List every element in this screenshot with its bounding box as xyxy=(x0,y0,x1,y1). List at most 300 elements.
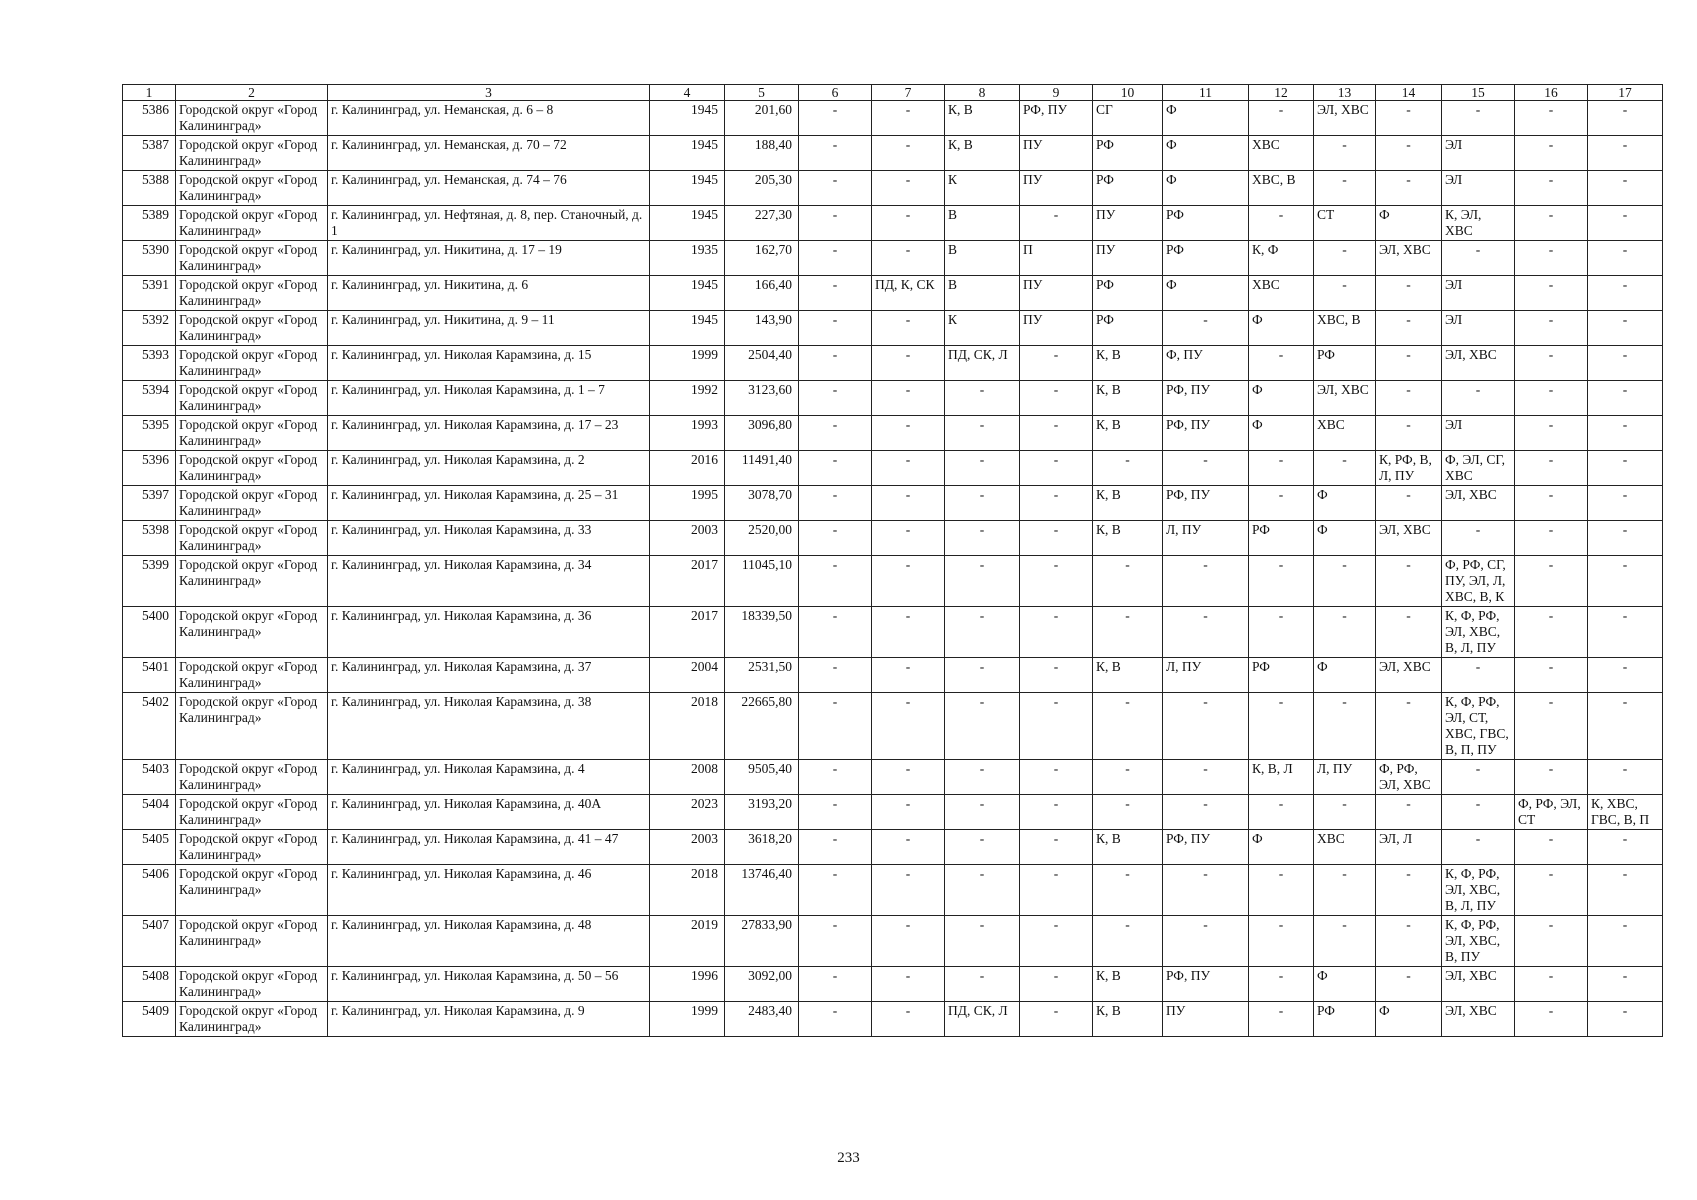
work-type-cell: - xyxy=(799,206,872,241)
work-type-cell: - xyxy=(872,171,945,206)
work-type-cell: - xyxy=(1020,916,1093,967)
work-type-cell: - xyxy=(1588,486,1663,521)
address-cell: г. Калининград, ул. Николая Карамзина, д. 9 xyxy=(328,1002,650,1037)
work-type-cell: ЭЛ, ХВС xyxy=(1314,381,1376,416)
work-type-cell: - xyxy=(872,795,945,830)
table-header xyxy=(123,85,1663,101)
municipality-cell: Городской округ «Город Калининград» xyxy=(176,451,328,486)
work-type-cell: - xyxy=(872,206,945,241)
work-type-cell: К, В, Л xyxy=(1249,760,1314,795)
address-cell: г. Калининград, ул. Николая Карамзина, д. 40А xyxy=(328,795,650,830)
table-row xyxy=(123,607,1663,658)
work-type-cell: - xyxy=(945,381,1020,416)
work-type-cell: Ф xyxy=(1163,276,1249,311)
work-type-cell: ЭЛ, ХВС xyxy=(1376,658,1442,693)
work-type-cell: ХВС, В xyxy=(1249,171,1314,206)
year-cell: 2017 xyxy=(650,607,725,658)
work-type-cell: - xyxy=(1249,451,1314,486)
work-type-cell: Л, ПУ xyxy=(1163,658,1249,693)
work-type-cell: К, В xyxy=(1093,658,1163,693)
work-type-cell: - xyxy=(1163,607,1249,658)
work-type-cell: - xyxy=(1314,693,1376,760)
work-type-cell: - xyxy=(799,241,872,276)
work-type-cell: ХВС xyxy=(1249,276,1314,311)
work-type-cell: - xyxy=(1376,916,1442,967)
work-type-cell: - xyxy=(1093,693,1163,760)
area-cell: 3096,80 xyxy=(725,416,799,451)
work-type-cell: Ф, РФ, ЭЛ, СТ xyxy=(1515,795,1588,830)
work-type-cell: - xyxy=(799,556,872,607)
work-type-cell: - xyxy=(1020,693,1093,760)
work-type-cell: - xyxy=(1442,658,1515,693)
row-number-cell: 5409 xyxy=(123,1002,176,1037)
work-type-cell: - xyxy=(799,830,872,865)
work-type-cell: - xyxy=(872,967,945,1002)
work-type-cell: - xyxy=(1442,101,1515,136)
work-type-cell: - xyxy=(872,1002,945,1037)
row-number-cell: 5386 xyxy=(123,101,176,136)
work-type-cell: - xyxy=(1515,658,1588,693)
work-type-cell: - xyxy=(1020,1002,1093,1037)
work-type-cell: К xyxy=(945,311,1020,346)
area-cell: 2520,00 xyxy=(725,521,799,556)
area-cell: 2483,40 xyxy=(725,1002,799,1037)
area-cell: 188,40 xyxy=(725,136,799,171)
year-cell: 1999 xyxy=(650,346,725,381)
table-row xyxy=(123,311,1663,346)
table-row xyxy=(123,451,1663,486)
column-header: 7 xyxy=(872,85,945,101)
row-number-cell: 5404 xyxy=(123,795,176,830)
work-type-cell: - xyxy=(1249,206,1314,241)
work-type-cell: ЭЛ, ХВС xyxy=(1314,101,1376,136)
work-type-cell: ПУ xyxy=(1020,171,1093,206)
work-type-cell: РФ xyxy=(1163,206,1249,241)
work-type-cell: К, В xyxy=(945,136,1020,171)
work-type-cell: - xyxy=(872,865,945,916)
work-type-cell: - xyxy=(1249,607,1314,658)
work-type-cell: РФ xyxy=(1314,346,1376,381)
year-cell: 2019 xyxy=(650,916,725,967)
row-number-cell: 5403 xyxy=(123,760,176,795)
work-type-cell: - xyxy=(872,416,945,451)
work-type-cell: Ф xyxy=(1249,416,1314,451)
municipality-cell: Городской округ «Город Калининград» xyxy=(176,693,328,760)
work-type-cell: - xyxy=(1249,556,1314,607)
work-type-cell: - xyxy=(872,241,945,276)
work-type-cell: РФ xyxy=(1093,136,1163,171)
work-type-cell: - xyxy=(1249,916,1314,967)
municipality-cell: Городской округ «Город Калининград» xyxy=(176,556,328,607)
column-header: 1 xyxy=(123,85,176,101)
address-cell: г. Калининград, ул. Неманская, д. 70 – 72 xyxy=(328,136,650,171)
year-cell: 2018 xyxy=(650,693,725,760)
table-row xyxy=(123,760,1663,795)
year-cell: 2018 xyxy=(650,865,725,916)
work-type-cell: - xyxy=(872,486,945,521)
municipality-cell: Городской округ «Город Калининград» xyxy=(176,276,328,311)
municipality-cell: Городской округ «Город Калининград» xyxy=(176,416,328,451)
work-type-cell: - xyxy=(872,607,945,658)
work-type-cell: ЭЛ, ХВС xyxy=(1442,346,1515,381)
work-type-cell: - xyxy=(1093,556,1163,607)
work-type-cell: - xyxy=(1588,346,1663,381)
table-row xyxy=(123,206,1663,241)
work-type-cell: - xyxy=(1442,521,1515,556)
year-cell: 1945 xyxy=(650,101,725,136)
table-row xyxy=(123,658,1663,693)
work-type-cell: - xyxy=(1588,1002,1663,1037)
work-type-cell: - xyxy=(1314,607,1376,658)
work-type-cell: - xyxy=(872,136,945,171)
registry-table xyxy=(122,84,1663,1037)
work-type-cell: - xyxy=(1515,556,1588,607)
column-header: 6 xyxy=(799,85,872,101)
work-type-cell: Ф xyxy=(1376,206,1442,241)
year-cell: 2003 xyxy=(650,830,725,865)
area-cell: 2531,50 xyxy=(725,658,799,693)
column-header: 13 xyxy=(1314,85,1376,101)
work-type-cell: - xyxy=(1515,311,1588,346)
row-number-cell: 5393 xyxy=(123,346,176,381)
area-cell: 2504,40 xyxy=(725,346,799,381)
work-type-cell: - xyxy=(945,556,1020,607)
work-type-cell: - xyxy=(799,795,872,830)
work-type-cell: - xyxy=(1093,916,1163,967)
work-type-cell: - xyxy=(1376,171,1442,206)
work-type-cell: - xyxy=(1020,346,1093,381)
column-header: 9 xyxy=(1020,85,1093,101)
work-type-cell: К, В xyxy=(945,101,1020,136)
municipality-cell: Городской округ «Город Калининград» xyxy=(176,311,328,346)
work-type-cell: - xyxy=(1515,693,1588,760)
work-type-cell: - xyxy=(1163,693,1249,760)
work-type-cell: - xyxy=(799,521,872,556)
address-cell: г. Калининград, ул. Николая Карамзина, д. 25 – 31 xyxy=(328,486,650,521)
work-type-cell: - xyxy=(1376,607,1442,658)
work-type-cell: Ф xyxy=(1249,381,1314,416)
work-type-cell: ПУ xyxy=(1093,206,1163,241)
municipality-cell: Городской округ «Город Калининград» xyxy=(176,795,328,830)
work-type-cell: К, Ф xyxy=(1249,241,1314,276)
work-type-cell: РФ xyxy=(1093,311,1163,346)
work-type-cell: ПД, К, СК xyxy=(872,276,945,311)
address-cell: г. Калининград, ул. Николая Карамзина, д. 37 xyxy=(328,658,650,693)
work-type-cell: ХВС xyxy=(1249,136,1314,171)
work-type-cell: - xyxy=(799,276,872,311)
work-type-cell: - xyxy=(1020,381,1093,416)
work-type-cell: - xyxy=(1314,916,1376,967)
work-type-cell: - xyxy=(1515,607,1588,658)
work-type-cell: ПД, СК, Л xyxy=(945,1002,1020,1037)
work-type-cell: - xyxy=(799,760,872,795)
column-header: 15 xyxy=(1442,85,1515,101)
work-type-cell: - xyxy=(1588,276,1663,311)
municipality-cell: Городской округ «Город Калининград» xyxy=(176,206,328,241)
municipality-cell: Городской округ «Город Калининград» xyxy=(176,607,328,658)
row-number-cell: 5397 xyxy=(123,486,176,521)
work-type-cell: К, В xyxy=(1093,967,1163,1002)
work-type-cell: - xyxy=(872,346,945,381)
work-type-cell: - xyxy=(1588,416,1663,451)
work-type-cell: - xyxy=(1376,556,1442,607)
work-type-cell: - xyxy=(799,916,872,967)
work-type-cell: - xyxy=(1515,276,1588,311)
table-row xyxy=(123,865,1663,916)
work-type-cell: - xyxy=(1249,967,1314,1002)
work-type-cell: - xyxy=(1515,346,1588,381)
work-type-cell: К xyxy=(945,171,1020,206)
table-row xyxy=(123,241,1663,276)
work-type-cell: К, ЭЛ, ХВС xyxy=(1442,206,1515,241)
work-type-cell: К, Ф, РФ, ЭЛ, ХВС, В, ПУ xyxy=(1442,916,1515,967)
work-type-cell: - xyxy=(1163,311,1249,346)
work-type-cell: ПУ xyxy=(1020,136,1093,171)
area-cell: 205,30 xyxy=(725,171,799,206)
table-row xyxy=(123,795,1663,830)
municipality-cell: Городской округ «Город Калининград» xyxy=(176,171,328,206)
work-type-cell: - xyxy=(1442,760,1515,795)
work-type-cell: - xyxy=(1442,795,1515,830)
work-type-cell: К, В xyxy=(1093,521,1163,556)
work-type-cell: ЭЛ, Л xyxy=(1376,830,1442,865)
work-type-cell: - xyxy=(1093,865,1163,916)
work-type-cell: ЭЛ, ХВС xyxy=(1442,486,1515,521)
work-type-cell: - xyxy=(1515,136,1588,171)
work-type-cell: - xyxy=(1020,658,1093,693)
work-type-cell: - xyxy=(1515,171,1588,206)
address-cell: г. Калининград, ул. Николая Карамзина, д. 46 xyxy=(328,865,650,916)
work-type-cell: РФ, ПУ xyxy=(1163,967,1249,1002)
work-type-cell: - xyxy=(1515,451,1588,486)
address-cell: г. Калининград, ул. Николая Карамзина, д. 50 – 56 xyxy=(328,967,650,1002)
work-type-cell: - xyxy=(1376,416,1442,451)
work-type-cell: РФ, ПУ xyxy=(1163,486,1249,521)
municipality-cell: Городской округ «Город Калининград» xyxy=(176,1002,328,1037)
work-type-cell: ХВС, В xyxy=(1314,311,1376,346)
work-type-cell: В xyxy=(945,241,1020,276)
area-cell: 166,40 xyxy=(725,276,799,311)
work-type-cell: - xyxy=(1376,693,1442,760)
work-type-cell: ЭЛ, ХВС xyxy=(1442,967,1515,1002)
work-type-cell: - xyxy=(1020,556,1093,607)
work-type-cell: - xyxy=(799,693,872,760)
work-type-cell: - xyxy=(799,1002,872,1037)
area-cell: 11045,10 xyxy=(725,556,799,607)
work-type-cell: ЭЛ, ХВС xyxy=(1376,241,1442,276)
work-type-cell: - xyxy=(1249,346,1314,381)
work-type-cell: РФ xyxy=(1163,241,1249,276)
table-row xyxy=(123,521,1663,556)
work-type-cell: - xyxy=(1442,241,1515,276)
municipality-cell: Городской округ «Город Калининград» xyxy=(176,521,328,556)
area-cell: 18339,50 xyxy=(725,607,799,658)
work-type-cell: - xyxy=(1314,136,1376,171)
row-number-cell: 5399 xyxy=(123,556,176,607)
work-type-cell: - xyxy=(1376,346,1442,381)
work-type-cell: РФ xyxy=(1314,1002,1376,1037)
address-cell: г. Калининград, ул. Николая Карамзина, д. 34 xyxy=(328,556,650,607)
municipality-cell: Городской округ «Город Калининград» xyxy=(176,486,328,521)
work-type-cell: - xyxy=(1020,795,1093,830)
work-type-cell: П xyxy=(1020,241,1093,276)
work-type-cell: - xyxy=(1163,865,1249,916)
work-type-cell: - xyxy=(945,865,1020,916)
work-type-cell: - xyxy=(1093,760,1163,795)
work-type-cell: - xyxy=(799,658,872,693)
work-type-cell: К, В xyxy=(1093,346,1163,381)
work-type-cell: - xyxy=(1376,795,1442,830)
work-type-cell: - xyxy=(872,556,945,607)
work-type-cell: - xyxy=(1376,101,1442,136)
work-type-cell: - xyxy=(1588,556,1663,607)
work-type-cell: Ф xyxy=(1314,521,1376,556)
area-cell: 227,30 xyxy=(725,206,799,241)
work-type-cell: РФ, ПУ xyxy=(1163,416,1249,451)
table-row xyxy=(123,830,1663,865)
work-type-cell: К, В xyxy=(1093,486,1163,521)
table-row xyxy=(123,276,1663,311)
area-cell: 162,70 xyxy=(725,241,799,276)
work-type-cell: - xyxy=(1588,693,1663,760)
work-type-cell: К, Ф, РФ, ЭЛ, ХВС, В, Л, ПУ xyxy=(1442,607,1515,658)
column-header: 4 xyxy=(650,85,725,101)
work-type-cell: РФ xyxy=(1249,658,1314,693)
work-type-cell: - xyxy=(1163,556,1249,607)
work-type-cell: - xyxy=(945,967,1020,1002)
work-type-cell: ЭЛ xyxy=(1442,276,1515,311)
address-cell: г. Калининград, ул. Николая Карамзина, д. 48 xyxy=(328,916,650,967)
table-row xyxy=(123,1002,1663,1037)
area-cell: 3123,60 xyxy=(725,381,799,416)
work-type-cell: - xyxy=(1515,967,1588,1002)
work-type-cell: - xyxy=(1093,607,1163,658)
row-number-cell: 5406 xyxy=(123,865,176,916)
work-type-cell: - xyxy=(1515,865,1588,916)
work-type-cell: - xyxy=(1020,206,1093,241)
table-row xyxy=(123,381,1663,416)
table-row xyxy=(123,916,1663,967)
work-type-cell: - xyxy=(945,830,1020,865)
row-number-cell: 5405 xyxy=(123,830,176,865)
municipality-cell: Городской округ «Город Калининград» xyxy=(176,346,328,381)
column-header: 16 xyxy=(1515,85,1588,101)
work-type-cell: - xyxy=(945,658,1020,693)
address-cell: г. Калининград, ул. Николая Карамзина, д. 2 xyxy=(328,451,650,486)
work-type-cell: - xyxy=(1314,451,1376,486)
row-number-cell: 5402 xyxy=(123,693,176,760)
work-type-cell: - xyxy=(1249,486,1314,521)
row-number-cell: 5394 xyxy=(123,381,176,416)
municipality-cell: Городской округ «Город Калининград» xyxy=(176,136,328,171)
row-number-cell: 5407 xyxy=(123,916,176,967)
area-cell: 22665,80 xyxy=(725,693,799,760)
year-cell: 1996 xyxy=(650,967,725,1002)
work-type-cell: - xyxy=(1163,760,1249,795)
work-type-cell: РФ, ПУ xyxy=(1163,830,1249,865)
work-type-cell: - xyxy=(1020,416,1093,451)
work-type-cell: ЭЛ xyxy=(1442,416,1515,451)
work-type-cell: Ф xyxy=(1376,1002,1442,1037)
work-type-cell: - xyxy=(1588,916,1663,967)
page-number: 233 xyxy=(837,1150,860,1166)
work-type-cell: - xyxy=(872,451,945,486)
work-type-cell: Л, ПУ xyxy=(1314,760,1376,795)
work-type-cell: - xyxy=(1314,171,1376,206)
area-cell: 201,60 xyxy=(725,101,799,136)
work-type-cell: К, ХВС, ГВС, В, П xyxy=(1588,795,1663,830)
row-number-cell: 5401 xyxy=(123,658,176,693)
column-header: 14 xyxy=(1376,85,1442,101)
work-type-cell: - xyxy=(1376,865,1442,916)
work-type-cell: ХВС xyxy=(1314,416,1376,451)
row-number-cell: 5392 xyxy=(123,311,176,346)
work-type-cell: - xyxy=(799,607,872,658)
work-type-cell: К, В xyxy=(1093,416,1163,451)
work-type-cell: - xyxy=(1515,101,1588,136)
work-type-cell: - xyxy=(1515,916,1588,967)
work-type-cell: - xyxy=(872,916,945,967)
work-type-cell: ПД, СК, Л xyxy=(945,346,1020,381)
work-type-cell: Ф xyxy=(1163,101,1249,136)
work-type-cell: - xyxy=(799,101,872,136)
work-type-cell: - xyxy=(1376,486,1442,521)
work-type-cell: - xyxy=(1020,486,1093,521)
work-type-cell: - xyxy=(1376,136,1442,171)
work-type-cell: Ф xyxy=(1314,967,1376,1002)
row-number-cell: 5389 xyxy=(123,206,176,241)
municipality-cell: Городской округ «Город Калининград» xyxy=(176,967,328,1002)
work-type-cell: - xyxy=(945,916,1020,967)
work-type-cell: - xyxy=(799,381,872,416)
work-type-cell: Ф xyxy=(1163,136,1249,171)
work-type-cell: ХВС xyxy=(1314,830,1376,865)
year-cell: 1945 xyxy=(650,206,725,241)
work-type-cell: ЭЛ, ХВС xyxy=(1442,1002,1515,1037)
work-type-cell: - xyxy=(1314,241,1376,276)
work-type-cell: ПУ xyxy=(1020,276,1093,311)
work-type-cell: ЭЛ xyxy=(1442,311,1515,346)
municipality-cell: Городской округ «Город Калининград» xyxy=(176,830,328,865)
work-type-cell: - xyxy=(1163,451,1249,486)
address-cell: г. Калининград, ул. Неманская, д. 6 – 8 xyxy=(328,101,650,136)
work-type-cell: РФ, ПУ xyxy=(1020,101,1093,136)
row-number-cell: 5387 xyxy=(123,136,176,171)
year-cell: 2003 xyxy=(650,521,725,556)
year-cell: 2004 xyxy=(650,658,725,693)
work-type-cell: Ф, РФ, ЭЛ, ХВС xyxy=(1376,760,1442,795)
column-header: 5 xyxy=(725,85,799,101)
work-type-cell: - xyxy=(1249,1002,1314,1037)
address-cell: г. Калининград, ул. Никитина, д. 9 – 11 xyxy=(328,311,650,346)
work-type-cell: - xyxy=(1588,101,1663,136)
work-type-cell: Л, ПУ xyxy=(1163,521,1249,556)
work-type-cell: - xyxy=(1588,311,1663,346)
table-row xyxy=(123,136,1663,171)
work-type-cell: РФ, ПУ xyxy=(1163,381,1249,416)
work-type-cell: - xyxy=(1314,556,1376,607)
work-type-cell: - xyxy=(1588,521,1663,556)
work-type-cell: - xyxy=(872,381,945,416)
work-type-cell: К, РФ, В, Л, ПУ xyxy=(1376,451,1442,486)
work-type-cell: - xyxy=(1588,206,1663,241)
area-cell: 27833,90 xyxy=(725,916,799,967)
work-type-cell: К, Ф, РФ, ЭЛ, ХВС, В, Л, ПУ xyxy=(1442,865,1515,916)
work-type-cell: - xyxy=(1588,607,1663,658)
work-type-cell: - xyxy=(1163,916,1249,967)
work-type-cell: ЭЛ, ХВС xyxy=(1376,521,1442,556)
work-type-cell: - xyxy=(799,346,872,381)
